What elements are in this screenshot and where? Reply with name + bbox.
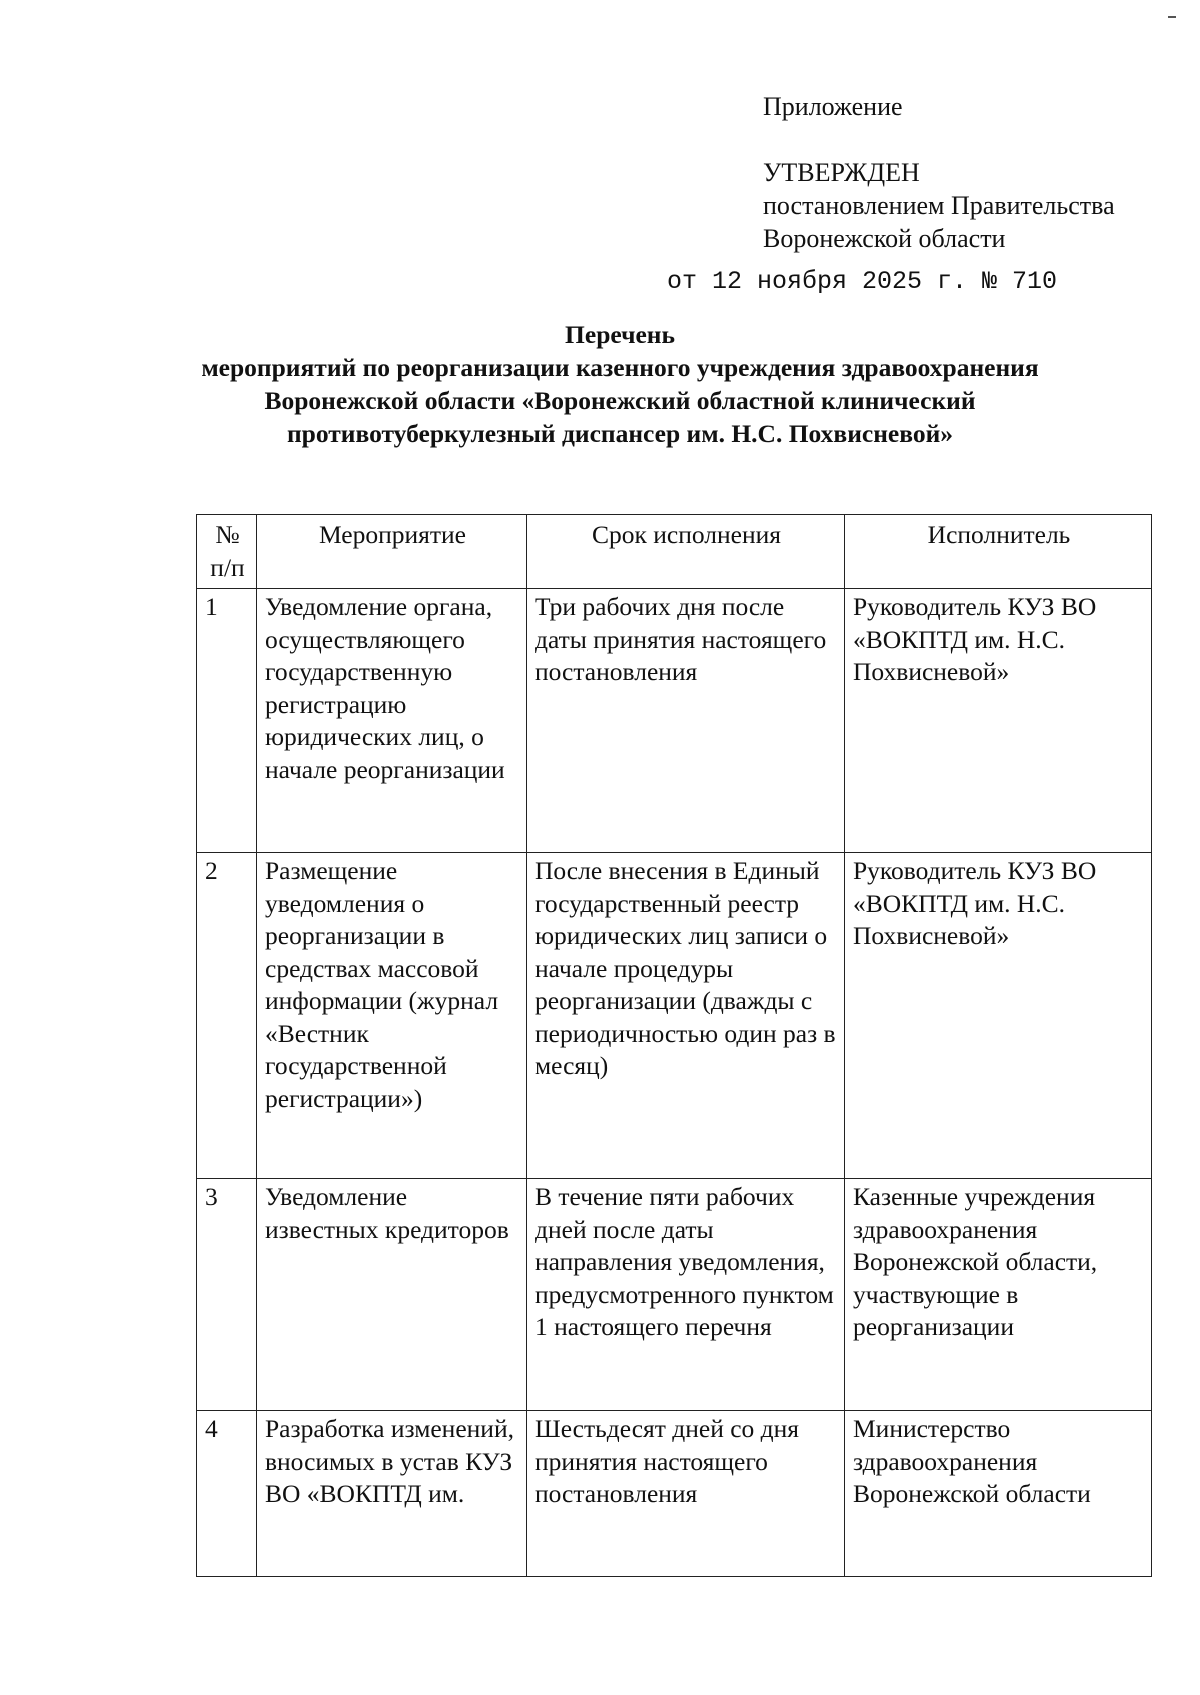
header-deadline: Срок исполнения — [527, 515, 845, 589]
table-row — [197, 853, 1152, 1179]
row-number: 2 — [197, 853, 257, 1179]
table-row — [197, 589, 1152, 853]
appendix-label: Приложение — [763, 92, 903, 121]
row-executor: Казенные учреждения здравоохранения Воронежской области, участвующие в реорганизации — [845, 1179, 1152, 1411]
row-deadline: После внесения в Единый государственный реестр юридических лиц записи о начале процедуры реорганизации (дважды с периодичностью один раз в месяц) — [527, 853, 845, 1179]
title-line: мероприятий по реорганизации казенного учреждения здравоохранения — [201, 353, 1039, 382]
header-number: № п/п — [197, 515, 257, 589]
document-title — [180, 318, 1060, 450]
row-number: 4 — [197, 1411, 257, 1577]
row-event: Уведомление органа, осуществляющего государственную регистрацию юридических лиц, о начале реорганизации — [257, 589, 527, 853]
decree-date-number: от 12 ноября 2025 г. № 710 — [667, 267, 1058, 296]
table-row — [197, 1411, 1152, 1577]
row-executor: Министерство здравоохранения Воронежской области — [845, 1411, 1152, 1577]
approval-block — [763, 156, 1115, 255]
row-deadline: В течение пяти рабочих дней после даты направления уведомления, предусмотренного пунктом 1 настоящего перечня — [527, 1179, 845, 1411]
row-number: 3 — [197, 1179, 257, 1411]
title-line: противотуберкулезный диспансер им. Н.С. Похвисневой» — [286, 419, 954, 448]
header-event: Мероприятие — [257, 515, 527, 589]
row-deadline: Три рабочих дня после даты принятия настоящего постановления — [527, 589, 845, 853]
row-deadline: Шестьдесят дней со дня принятия настоящего постановления — [527, 1411, 845, 1577]
row-event: Разработка изменений, вносимых в устав КУЗ ВО «ВОКПТД им. — [257, 1411, 527, 1577]
row-number: 1 — [197, 589, 257, 853]
approved-line: постановлением Правительства — [763, 191, 1115, 220]
title-line: Перечень — [565, 320, 675, 349]
row-executor: Руководитель КУЗ ВО «ВОКПТД им. Н.С. Похвисневой» — [845, 589, 1152, 853]
row-event: Уведомление известных кредиторов — [257, 1179, 527, 1411]
table-header-row — [197, 515, 1152, 589]
table-row — [197, 1179, 1152, 1411]
header-executor: Исполнитель — [845, 515, 1152, 589]
measures-table — [196, 514, 1152, 1577]
row-event: Размещение уведомления о реорганизации в средствах массовой информации (журнал «Вестник государственной регистрации») — [257, 853, 527, 1179]
title-line: Воронежской области «Воронежский областной клинический — [264, 386, 976, 415]
approved-line: УТВЕРЖДЕН — [763, 158, 920, 187]
approved-line: Воронежской области — [763, 224, 1006, 253]
row-executor: Руководитель КУЗ ВО «ВОКПТД им. Н.С. Похвисневой» — [845, 853, 1152, 1179]
scan-mark — [1168, 16, 1176, 18]
